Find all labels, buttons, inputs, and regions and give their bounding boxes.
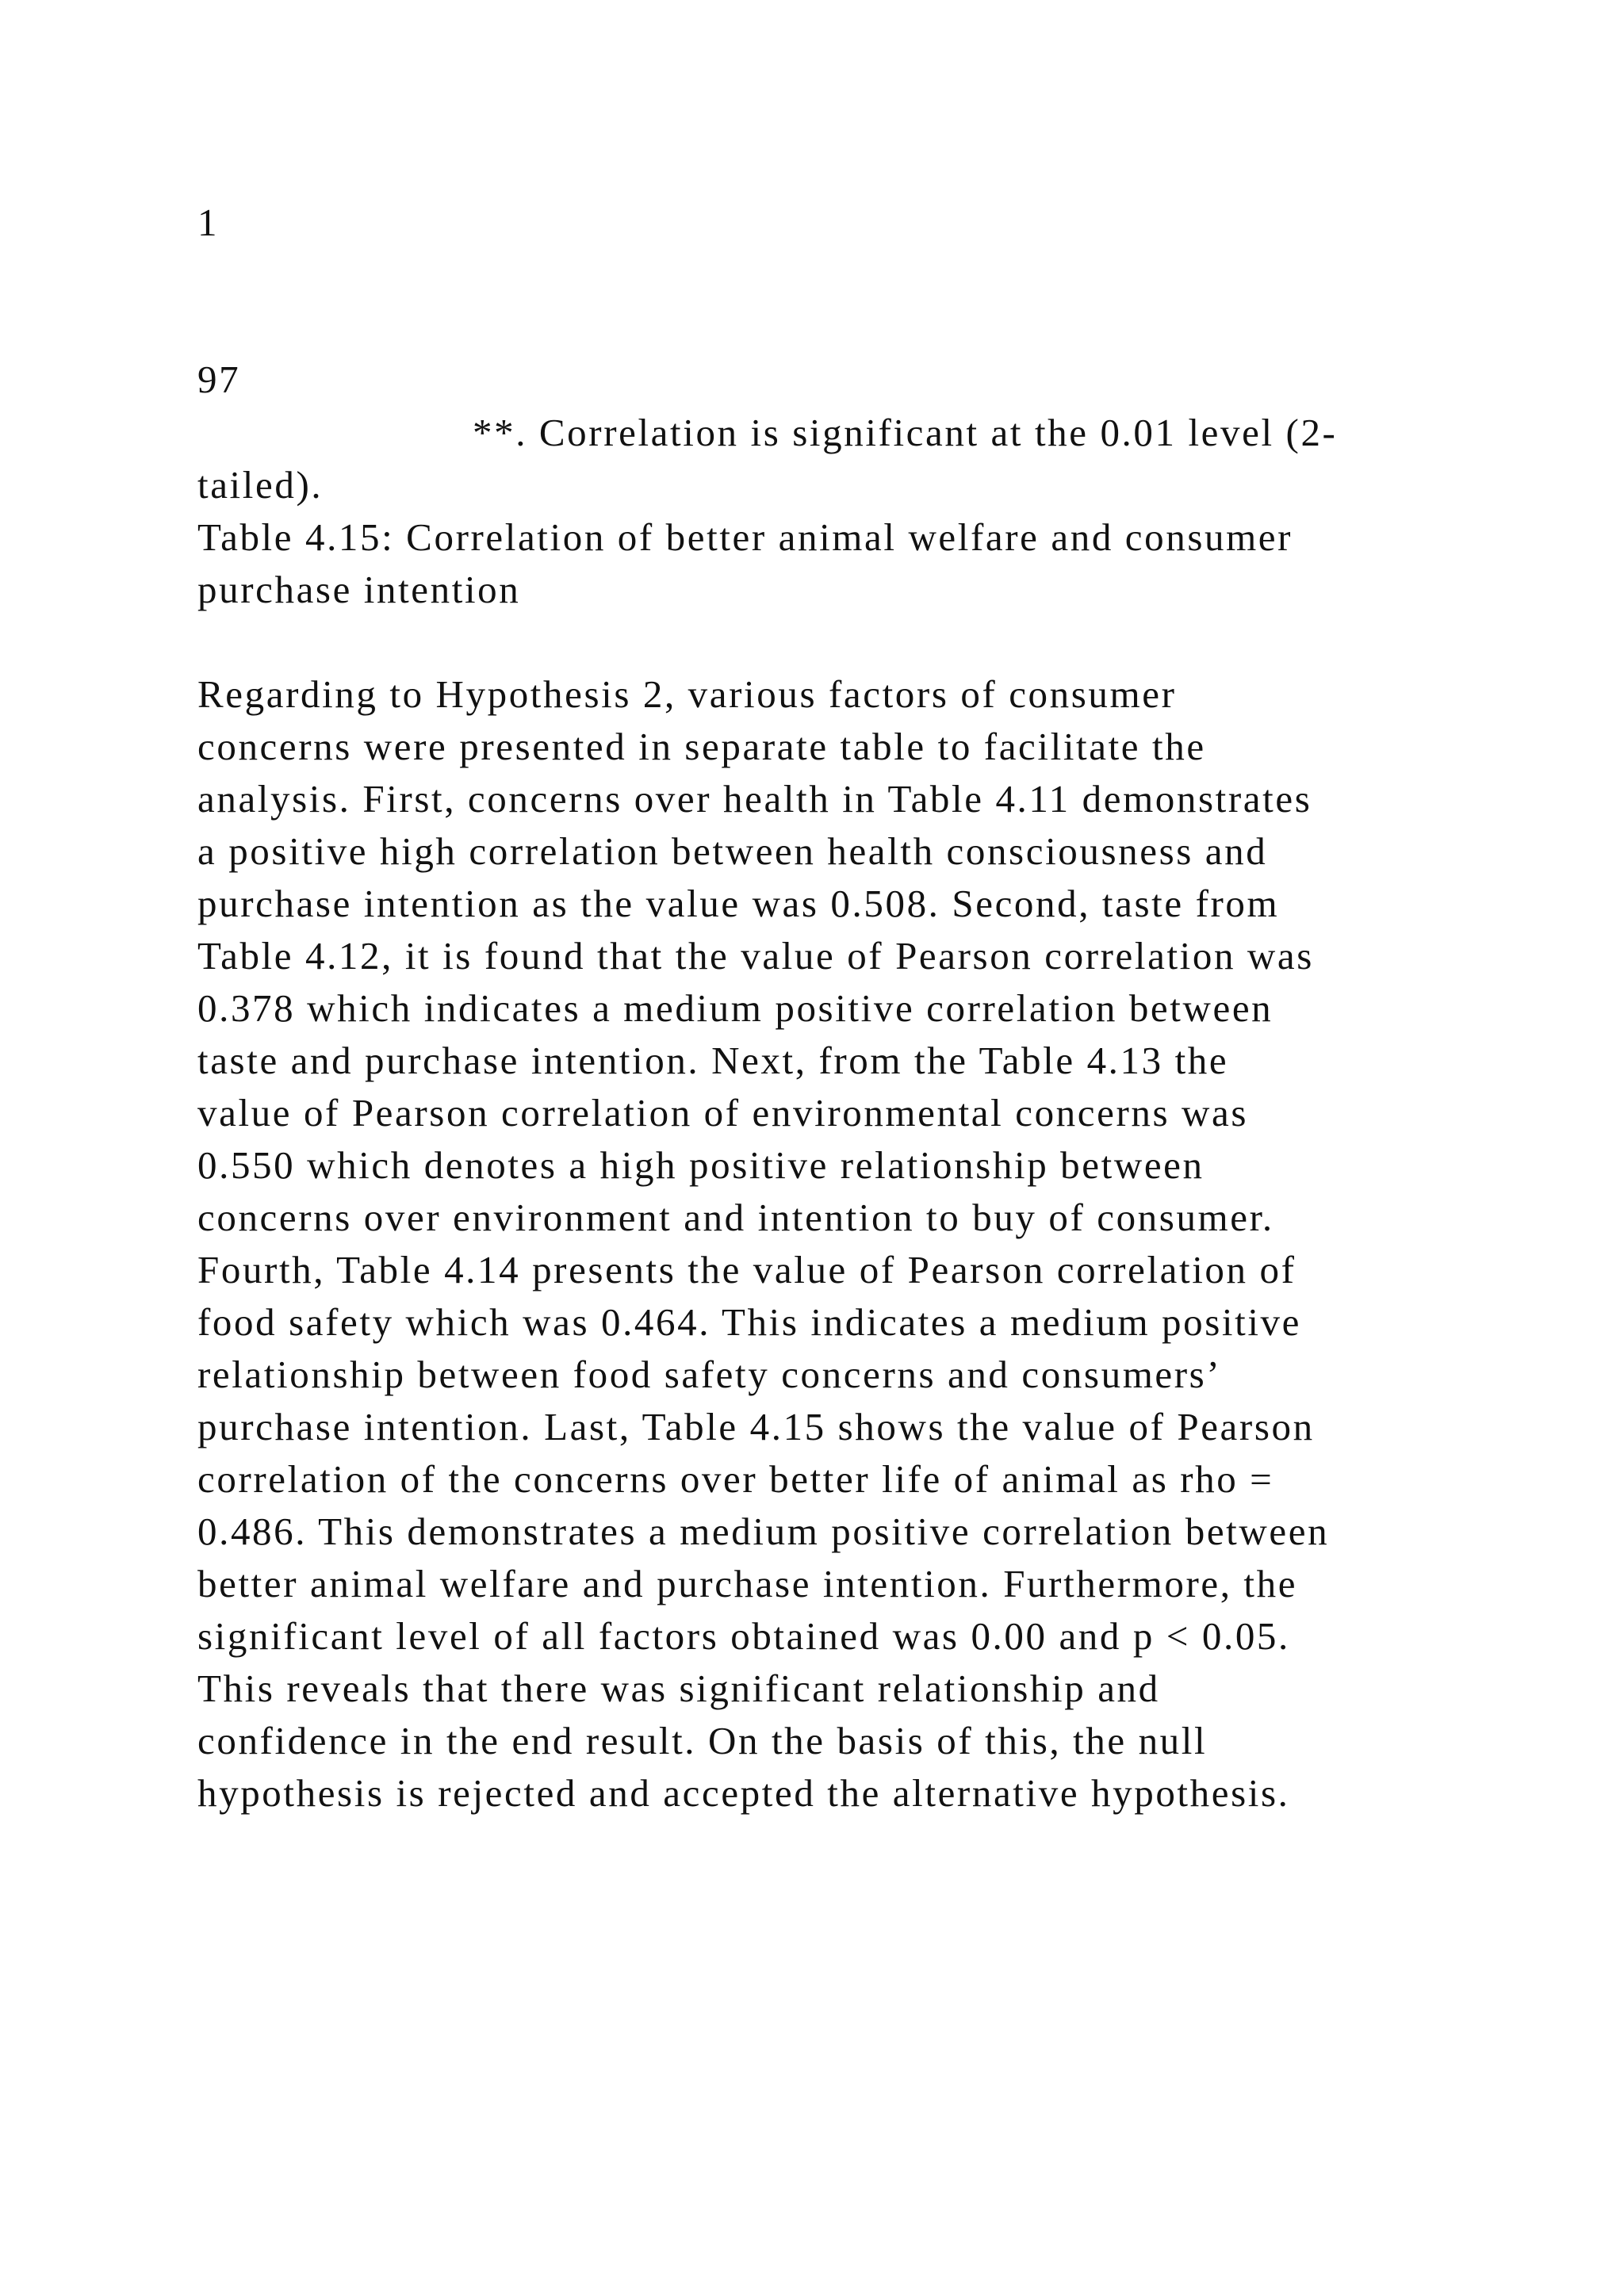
paragraph-line: a positive high correlation between health consciousness and	[197, 829, 1268, 873]
body-paragraph	[197, 668, 1434, 1820]
page-line-two-text: 97	[197, 358, 241, 401]
paragraph-line: 0.550 which denotes a high positive relationship between	[197, 1143, 1205, 1187]
page-line-one	[197, 197, 1434, 249]
paragraph-line: significant level of all factors obtained was 0.00 and p < 0.05.	[197, 1614, 1290, 1658]
table-caption	[197, 511, 1434, 616]
paragraph-line: hypothesis is rejected and accepted the alternative hypothesis.	[197, 1771, 1290, 1815]
paragraph-line: concerns over environment and intention to buy of consumer.	[197, 1196, 1274, 1239]
paragraph-line: Table 4.12, it is found that the value of Pearson correlation was	[197, 934, 1314, 978]
paragraph-line: Regarding to Hypothesis 2, various factors of consumer	[197, 672, 1177, 716]
page-line-two	[197, 354, 1434, 406]
footnote-line: **. Correlation is significant at the 0.01 level (2-	[473, 411, 1338, 454]
paragraph-line: purchase intention. Last, Table 4.15 shows the value of Pearson	[197, 1405, 1315, 1448]
paragraph-line: Fourth, Table 4.14 presents the value of Pearson correlation of	[197, 1248, 1297, 1292]
paragraph-line: correlation of the concerns over better life of animal as rho =	[197, 1457, 1274, 1501]
caption-line: Table 4.15: Correlation of better animal welfare and consumer	[197, 515, 1293, 559]
paragraph-line: better animal welfare and purchase intention. Furthermore, the	[197, 1562, 1298, 1605]
paragraph-line: This reveals that there was significant relationship and	[197, 1667, 1160, 1710]
paragraph-line: concerns were presented in separate table to facilitate the	[197, 725, 1206, 768]
significance-footnote	[197, 407, 1434, 511]
paragraph-line: taste and purchase intention. Next, from the Table 4.13 the	[197, 1039, 1229, 1082]
paragraph-line: food safety which was 0.464. This indicates a medium positive	[197, 1300, 1301, 1344]
caption-line: purchase intention	[197, 568, 521, 611]
footnote-line: tailed).	[197, 463, 324, 507]
paragraph-line: value of Pearson correlation of environmental concerns was	[197, 1091, 1249, 1135]
paragraph-line: 0.378 which indicates a medium positive correlation between	[197, 986, 1274, 1030]
paragraph-line: analysis. First, concerns over health in Table 4.11 demonstrates	[197, 777, 1312, 821]
paragraph-line: confidence in the end result. On the basis of this, the null	[197, 1719, 1208, 1762]
paragraph-line: purchase intention as the value was 0.508. Second, taste from	[197, 882, 1280, 925]
page-line-one-text: 1	[197, 201, 220, 244]
paragraph-line: 0.486. This demonstrates a medium positive correlation between	[197, 1510, 1330, 1553]
paragraph-line: relationship between food safety concerns and consumers’	[197, 1353, 1222, 1396]
